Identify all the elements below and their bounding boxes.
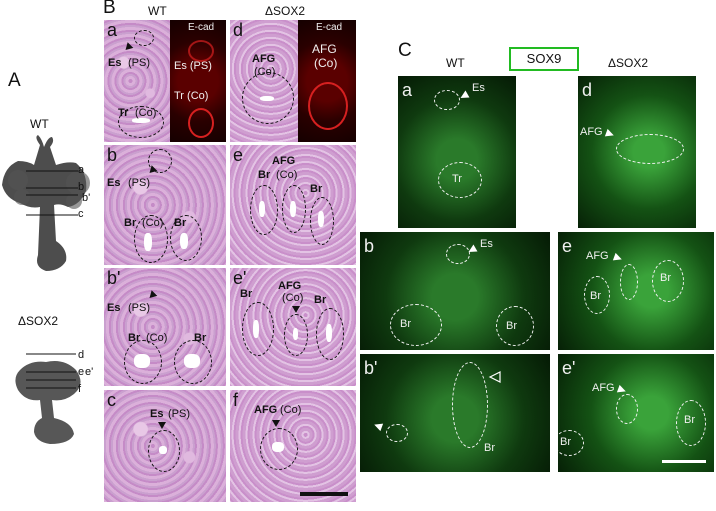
scale-bar: [662, 460, 706, 463]
br-label-left: Br: [400, 318, 411, 330]
ps-label: (PS): [128, 177, 150, 189]
br-label-left: Br: [240, 288, 253, 300]
level-d: d: [78, 349, 85, 361]
afg-arrowhead-icon: [605, 129, 615, 139]
br-label-right: Br: [684, 414, 695, 426]
es-arrowhead-icon: [459, 91, 470, 102]
es-label: Es: [108, 57, 122, 69]
level-e-prime: e': [85, 366, 94, 378]
afg-arrowhead-icon: [292, 306, 300, 313]
es-ps-label: Es (PS): [174, 60, 212, 72]
panel-letter: e: [233, 145, 244, 165]
lumen: [293, 328, 298, 340]
es-label: Es: [480, 238, 493, 250]
es-ecad-ring: [188, 40, 214, 62]
level-a: a: [78, 164, 85, 176]
panel-b-b-prime-he: [104, 268, 226, 386]
tr-label: Tr: [118, 107, 129, 119]
sox2-foregut-whole-mount: [0, 330, 100, 445]
lumen: [272, 442, 284, 452]
afg-label: AFG: [586, 250, 609, 262]
panel-letter: e: [562, 236, 573, 256]
co-label: (Co): [254, 66, 276, 78]
co-label: (Co): [314, 56, 338, 70]
panel-c-wt-title: WT: [446, 56, 465, 70]
level-f: f: [78, 383, 82, 395]
ecad-label: E-cad: [316, 22, 343, 33]
br-lumen-left: [144, 233, 152, 251]
panel-b-label: B: [103, 0, 116, 18]
wt-foregut-whole-mount: [0, 135, 100, 280]
br-label: Br: [484, 442, 495, 454]
afg-outline: [620, 264, 638, 300]
es-outline: [446, 244, 470, 264]
br-lumen-right: [180, 233, 188, 249]
panel-a-label: A: [8, 70, 21, 91]
afg-ecad-ring: [308, 82, 348, 130]
ps-label: (PS): [128, 302, 150, 314]
afg-arrowhead-icon: [272, 420, 280, 427]
sox9-box: [509, 47, 579, 71]
level-b: b: [78, 181, 85, 193]
level-c: c: [78, 208, 84, 220]
lumen: [326, 324, 332, 342]
br-label-left: Br: [560, 436, 571, 448]
br-label-right: Br: [506, 320, 517, 332]
panel-c-d-sox9: [578, 76, 696, 228]
es-arrowhead-icon: [158, 422, 166, 429]
br-label-left: Br: [128, 332, 141, 344]
es-label: Es: [472, 82, 485, 94]
afg-label: AFG: [312, 42, 337, 56]
lumen: [318, 211, 324, 227]
panel-letter: a: [402, 80, 413, 100]
afg-label: AFG: [592, 382, 615, 394]
panel-b-a-ecad: [170, 20, 226, 142]
panel-c-label: C: [398, 40, 412, 61]
afg-arrowhead-icon: [613, 253, 623, 263]
panel-b-d-ecad: [298, 20, 356, 142]
afg-label: AFG: [580, 126, 603, 138]
panel-b-b-he: [104, 145, 226, 265]
br-label-right: Br: [174, 217, 187, 229]
panel-c-sox2-title: ΔSOX2: [608, 56, 649, 70]
lumen: [290, 201, 296, 217]
panel-b-d-he: [230, 20, 298, 142]
lumen: [159, 446, 167, 454]
panel-letter: e': [233, 268, 247, 288]
level-b-prime: b': [82, 192, 91, 204]
tr-co-label: Tr (Co): [174, 90, 209, 102]
es-label: Es: [107, 177, 121, 189]
panel-letter: f: [233, 390, 239, 410]
panel-b-wt-title: WT: [148, 4, 167, 18]
br-label-left: Br: [258, 169, 271, 181]
co-label: (Co): [146, 332, 168, 344]
co-label: (Co): [142, 217, 164, 229]
co-label: (Co): [135, 107, 157, 119]
br-label-left: Br: [590, 290, 601, 302]
lumen: [134, 354, 150, 368]
br-label-left: Br: [124, 217, 137, 229]
sox9-label: SOX9: [526, 51, 562, 66]
panel-c-b-prime-sox9: [360, 354, 550, 472]
panel-letter: b: [364, 236, 375, 256]
tr-label: Tr: [452, 173, 462, 185]
panel-letter: b: [107, 145, 118, 165]
afg-label: AFG: [278, 280, 302, 292]
es-outline: [386, 424, 408, 442]
scale-bar: [300, 492, 348, 496]
afg-outline: [616, 134, 684, 164]
panel-b-c-he: [104, 390, 226, 502]
br-label-right: Br: [314, 294, 327, 306]
afg-label: AFG: [272, 155, 296, 167]
panel-letter: b': [107, 268, 121, 288]
es-outline: [434, 90, 460, 110]
br-label-right: Br: [660, 272, 671, 284]
panel-letter: b': [364, 358, 378, 378]
panel-b-e-prime-he: [230, 268, 356, 386]
afg-label: AFG: [252, 53, 276, 65]
panel-a-wt-title: WT: [30, 117, 49, 131]
panel-c-a-sox9: [398, 76, 516, 228]
ps-label: (PS): [128, 57, 150, 69]
panel-c-b-sox9: [360, 232, 550, 350]
panel-b-a-he: [104, 20, 170, 142]
panel-letter: d: [582, 80, 593, 100]
lumen: [259, 201, 265, 217]
panel-c-e-prime-sox9: [558, 354, 714, 472]
level-e: e: [78, 366, 85, 378]
afg-lumen: [260, 96, 274, 101]
co-label: (Co): [276, 169, 298, 181]
co-label: (Co): [280, 404, 302, 416]
es-label: Es: [107, 302, 121, 314]
panel-b-f-he: [230, 390, 356, 502]
afg-label: AFG: [254, 404, 278, 416]
br-label-right: Br: [194, 332, 207, 344]
es-label: Es: [150, 408, 164, 420]
es-arrowhead-icon: [147, 290, 158, 301]
afg-outline: [616, 394, 638, 424]
ps-label: (PS): [168, 408, 190, 420]
panel-b-e-he: [230, 145, 356, 265]
lumen: [253, 320, 259, 338]
open-arrowhead-icon: [488, 370, 502, 384]
br-outline-left: [390, 304, 442, 346]
es-arrowhead-icon: [123, 42, 134, 53]
es-arrowhead-icon: [373, 421, 383, 431]
br-outline: [452, 362, 488, 448]
ecad-label: E-cad: [188, 22, 215, 33]
panel-letter: e': [562, 358, 576, 378]
panel-letter: c: [107, 390, 116, 410]
panel-letter: d: [233, 20, 244, 40]
panel-c-e-sox9: [558, 232, 714, 350]
es-outline: [134, 30, 154, 46]
panel-letter: a: [107, 20, 118, 40]
panel-b-sox2-title: ΔSOX2: [265, 4, 306, 18]
panel-a-sox2-title: ΔSOX2: [18, 314, 59, 328]
lumen: [184, 354, 200, 368]
co-label: (Co): [282, 292, 304, 304]
br-label-right: Br: [310, 183, 323, 195]
tr-ecad-ring: [188, 108, 214, 138]
